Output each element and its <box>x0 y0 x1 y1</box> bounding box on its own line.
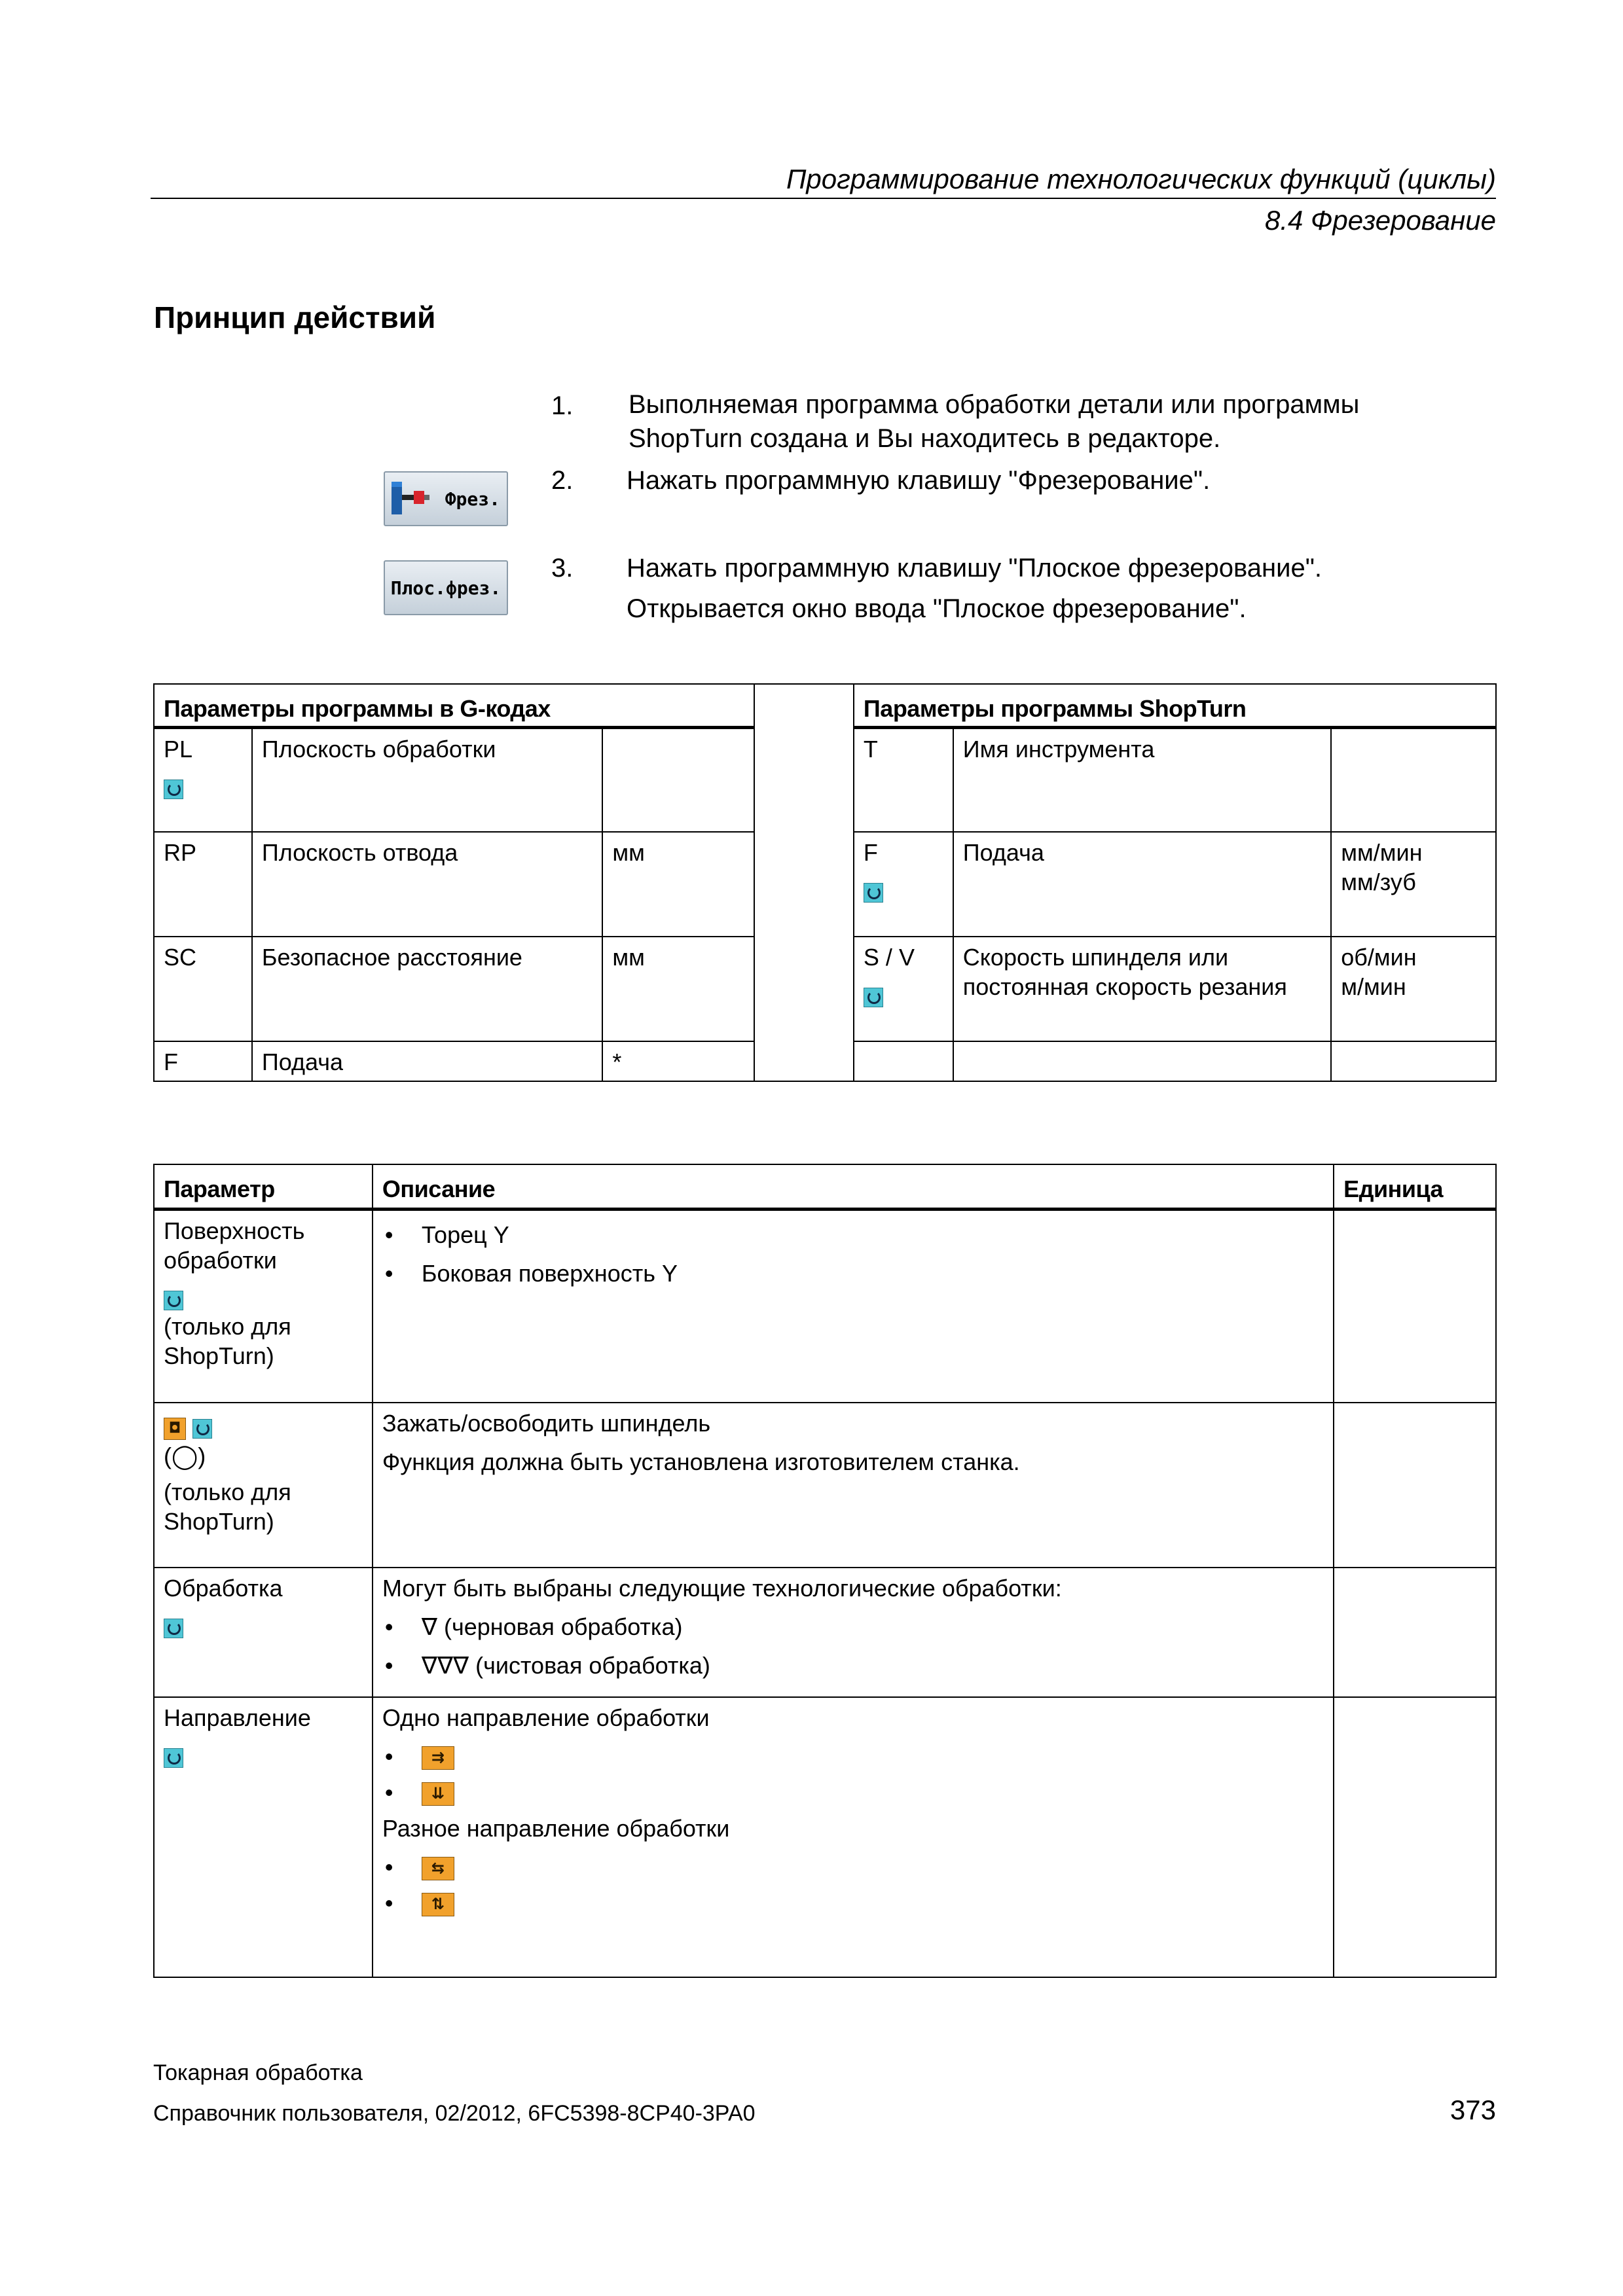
option-face-y: • Торец Y <box>382 1220 1325 1249</box>
spindle-symbol: (◯) <box>164 1443 206 1469</box>
param-pl-code: PL <box>164 735 193 762</box>
row-machining-surface <box>154 1209 373 1403</box>
unit-mm-min: мм/мин <box>1341 839 1423 866</box>
step-3-number: 3. <box>551 554 574 583</box>
shopturn-only-note-line-2: ShopTurn) <box>164 1342 274 1369</box>
toggle-icon[interactable] <box>164 1291 183 1310</box>
param-f-gcode: F <box>154 1041 252 1081</box>
param-sv-desc-line-2: постоянная скорость резания <box>962 973 1287 1000</box>
row-machining <box>154 1568 373 1697</box>
softkey-face-milling-label: Плос.фрез. <box>390 577 501 599</box>
param-pl-unit <box>602 727 754 832</box>
page-number: 373 <box>1450 2094 1496 2125</box>
param-f-shopturn-code: F <box>863 839 878 866</box>
param-f-shopturn-desc: Подача <box>953 832 1331 937</box>
shopturn-only-note-line-1: (только для <box>164 1312 291 1340</box>
unit-m-min: м/мин <box>1341 973 1406 1000</box>
param-sv-code: S / V <box>863 944 915 971</box>
machining-surface-unit <box>1334 1209 1496 1403</box>
softkey-milling[interactable] <box>384 471 508 526</box>
same-direction-horizontal-icon[interactable]: ⇉ <box>422 1746 454 1770</box>
header-unit: Единица <box>1334 1164 1496 1209</box>
param-sc-desc: Безопасное расстояние <box>252 937 603 1041</box>
option-finishing: • ∇∇∇ (чистовая обработка) <box>382 1651 1325 1680</box>
parameter-description-table <box>153 1164 1497 1978</box>
unit-rpm: об/мин <box>1341 944 1417 971</box>
step-3-text <box>627 551 1322 626</box>
toggle-icon[interactable] <box>164 780 183 799</box>
param-t-desc: Имя инструмента <box>953 727 1331 832</box>
param-pl-desc: Плоскость обработки <box>252 727 603 832</box>
shopturn-params-header: Параметры программы ShopTurn <box>854 684 1496 727</box>
toggle-icon[interactable] <box>164 1748 183 1768</box>
row-spindle-clamp <box>154 1403 373 1568</box>
step-1-text <box>629 387 1359 456</box>
toggle-icon[interactable] <box>864 883 883 903</box>
alternating-direction-horizontal <box>382 1852 1325 1882</box>
program-parameters-table <box>153 683 1497 1082</box>
machining-surface-desc <box>373 1209 1334 1403</box>
param-f-gcode-desc: Подача <box>252 1041 603 1081</box>
param-t-unit <box>1331 727 1496 832</box>
row-direction <box>154 1697 373 1977</box>
toggle-icon[interactable] <box>864 988 883 1007</box>
direction-unit <box>1334 1697 1496 1977</box>
param-sv-desc-line-1: Скорость шпинделя или <box>962 944 1229 971</box>
alternating-direction-label: Разное направление обработки <box>382 1815 730 1842</box>
spindle-clamp-desc-line-1: Зажать/освободить шпиндель <box>382 1410 711 1437</box>
alternating-direction-horizontal-icon[interactable]: ⇆ <box>422 1857 454 1880</box>
step-1-line-2: ShopTurn создана и Вы находитесь в редакторе. <box>629 424 1221 453</box>
softkey-face-milling[interactable] <box>384 560 508 615</box>
step-1-line-1: Выполняемая программа обработки детали или программы <box>629 390 1360 419</box>
step-3-line-2: Открывается окно ввода "Плоское фрезерование". <box>627 594 1247 623</box>
machining-label: Обработка <box>164 1575 283 1602</box>
same-direction-vertical <box>382 1778 1325 1807</box>
machining-surface-line-1: Поверхность <box>164 1217 305 1244</box>
option-peripheral-y: • Боковая поверхность Y <box>382 1259 1325 1288</box>
param-rp: RP <box>154 832 252 937</box>
param-rp-desc: Плоскость отвода <box>252 832 603 937</box>
step-3-line-1: Нажать программную клавишу "Плоское фрезерование". <box>627 554 1322 583</box>
step-2-number: 2. <box>551 466 574 495</box>
empty-cell <box>854 1041 953 1081</box>
header-param: Параметр <box>154 1164 373 1209</box>
direction-label: Направление <box>164 1704 311 1731</box>
param-f-shopturn-unit <box>1331 832 1496 937</box>
unit-mm-tooth: мм/зуб <box>1341 869 1416 895</box>
empty-cell <box>953 1041 1331 1081</box>
param-sv <box>854 937 953 1041</box>
param-sv-desc <box>953 937 1331 1041</box>
toggle-icon[interactable] <box>164 1619 183 1638</box>
alternating-direction-vertical-icon[interactable]: ⇅ <box>422 1893 454 1916</box>
toggle-icon[interactable] <box>192 1419 212 1439</box>
param-sv-unit <box>1331 937 1496 1041</box>
spindle-clamp-desc <box>373 1403 1334 1568</box>
spindle-clamp-unit <box>1334 1403 1496 1568</box>
footer-product: Токарная обработка <box>153 2060 363 2085</box>
header-desc: Описание <box>373 1164 1334 1209</box>
param-pl <box>154 727 252 832</box>
option-roughing: • ∇ (черновая обработка) <box>382 1612 1325 1641</box>
shopturn-only-note-line-1: (только для <box>164 1479 291 1505</box>
section-header: 8.4 Фрезерование <box>1264 205 1496 236</box>
param-sc: SC <box>154 937 252 1041</box>
param-f-shopturn <box>854 832 953 937</box>
softkey-milling-label: Фрез. <box>445 488 500 510</box>
machining-surface-line-2: обработки <box>164 1246 277 1274</box>
param-t: T <box>854 727 953 832</box>
header-rule <box>151 198 1496 199</box>
same-direction-horizontal <box>382 1742 1325 1771</box>
step-1-number: 1. <box>551 391 574 420</box>
gcode-params-header: Параметры программы в G-кодах <box>154 684 754 727</box>
same-direction-vertical-icon[interactable]: ⇊ <box>422 1782 454 1806</box>
table-separator-column <box>754 684 854 1081</box>
alternating-direction-vertical <box>382 1888 1325 1918</box>
direction-desc <box>373 1697 1334 1977</box>
machining-desc <box>373 1568 1334 1697</box>
step-2-text: Нажать программную клавишу "Фрезерование". <box>627 466 1211 495</box>
machining-unit <box>1334 1568 1496 1697</box>
machining-desc-line: Могут быть выбраны следующие технологические обработки: <box>382 1575 1062 1602</box>
empty-cell <box>1331 1041 1496 1081</box>
footer-manual: Справочник пользователя, 02/2012, 6FC5398-8CP40-3PA0 <box>153 2101 756 2126</box>
param-f-gcode-unit: * <box>602 1041 754 1081</box>
chapter-header: Программирование технологических функций (циклы) <box>786 164 1496 194</box>
one-direction-label: Одно направление обработки <box>382 1704 710 1731</box>
param-sc-unit: мм <box>602 937 754 1041</box>
section-title: Принцип действий <box>154 300 436 334</box>
milling-tool-icon <box>390 480 431 518</box>
shopturn-only-note-line-2: ShopTurn) <box>164 1508 274 1535</box>
spindle-clamp-icon[interactable]: ◘ <box>164 1418 186 1440</box>
param-rp-unit: мм <box>602 832 754 937</box>
spindle-clamp-desc-line-2: Функция должна быть установлена изготовителем станка. <box>382 1448 1020 1475</box>
